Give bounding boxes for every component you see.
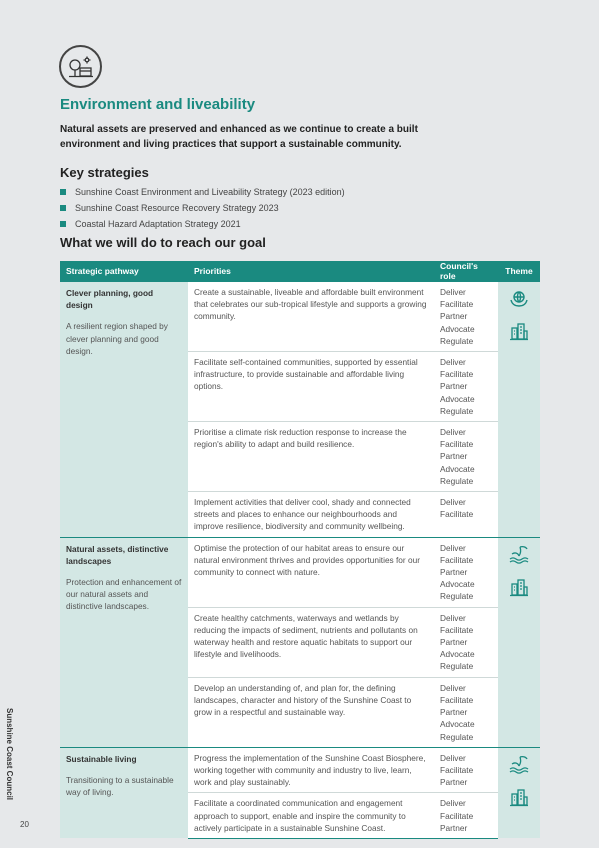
city-buildings-icon: [498, 787, 540, 810]
pathway-description: Protection and enhancement of our natural assets and distinctive landscapes.: [66, 577, 182, 612]
role-item: Facilitate: [440, 694, 474, 705]
role-item: Facilitate: [440, 509, 474, 520]
role-item: Deliver: [440, 612, 466, 623]
role-item: Facilitate: [440, 554, 474, 565]
role-item: Advocate: [440, 323, 475, 334]
page-title: Environment and liveability: [60, 96, 256, 113]
priority-cell: Optimise the protection of our habitat areas to ensure our natural environment thrives and provides opportunities for our community to connect with nature.: [188, 537, 434, 607]
intro-text: Natural assets are preserved and enhanced as we continue to create a built environment and living practices that support a sustainable community.: [60, 124, 418, 150]
role-item: Advocate: [440, 649, 475, 660]
bullet-icon: [60, 189, 66, 195]
table-row: [60, 537, 540, 607]
strategic-pathway-cell: [60, 537, 188, 747]
city-buildings-icon: [498, 321, 540, 344]
environment-liveability-icon: [59, 45, 102, 88]
role-item: Deliver: [440, 287, 466, 297]
role-item: Deliver: [440, 497, 466, 508]
role-item: Regulate: [440, 591, 474, 602]
side-label: Sunshine Coast Council: [5, 708, 14, 801]
role-item: Regulate: [440, 661, 474, 672]
list-item: Sunshine Coast Resource Recovery Strategy 2023: [60, 200, 345, 216]
pathway-description: Transitioning to a sustainable way of living.: [66, 774, 174, 798]
role-item: Facilitate: [440, 764, 474, 775]
pathway-description: A resilient region shaped by clever planning and good design.: [66, 321, 168, 356]
table-row: [60, 282, 540, 352]
pathway-name: Sustainable living: [66, 753, 137, 764]
role-item: Deliver: [440, 357, 466, 368]
council-role-cell: [434, 282, 498, 352]
role-item: Advocate: [440, 579, 475, 590]
strategic-pathway-cell: [60, 282, 188, 538]
list-item: Coastal Hazard Adaptation Strategy 2021: [60, 216, 345, 232]
role-item: Advocate: [440, 719, 475, 730]
pathway-name: Clever planning, good design: [66, 288, 154, 311]
key-strategies-list: [60, 184, 345, 232]
council-role-cell: [434, 677, 498, 747]
role-item: Advocate: [440, 463, 475, 474]
column-header: Council's role: [434, 261, 498, 282]
role-item: Regulate: [440, 335, 474, 346]
city-buildings-icon: [498, 577, 540, 600]
role-item: Partner: [440, 311, 468, 322]
priority-cell: Facilitate self-contained communities, supported by essential infrastructure, to provide sustainable and affordable living options.: [188, 352, 434, 422]
role-item: Facilitate: [440, 624, 474, 635]
priority-cell: Develop an understanding of, and plan for, the defining landscapes, character and history of the Sunshine Coast to grow in a respectful and sustainable way.: [188, 677, 434, 747]
priority-cell: Implement activities that deliver cool, shady and connected streets and places to enhance our neighbourhoods and improve resilience, biodiversity and community wellbeing.: [188, 492, 434, 538]
role-item: Deliver: [440, 542, 466, 553]
priority-cell: Facilitate a coordinated communication and engagement approach to support, enable and inspire the community to actively participate in a sustainable Sunshine Coast.: [188, 793, 434, 839]
role-item: Regulate: [440, 475, 474, 486]
strategic-pathway-cell: [60, 747, 188, 838]
priority-cell: Create healthy catchments, waterways and wetlands by reducing the impacts of sediment, nutrients and pollutants on waterway health and restore aquatic habitats to support our lifestyle and livelihoods.: [188, 607, 434, 677]
role-item: Facilitate: [440, 299, 474, 310]
pathway-name: Natural assets, distinctive landscapes: [66, 543, 169, 566]
priority-cell: Progress the implementation of the Sunshine Coast Biosphere, working together with community and industry to live, learn, work and play sustainably.: [188, 747, 434, 793]
column-header: Priorities: [188, 261, 434, 282]
council-role-cell: [434, 492, 498, 538]
council-role-cell: [434, 747, 498, 793]
theme-cell: [498, 282, 540, 538]
goal-heading: What we will do to reach our goal: [60, 235, 266, 250]
page-number: 20: [20, 820, 29, 829]
list-item: Sunshine Coast Environment and Liveability Strategy (2023 edition): [60, 184, 345, 200]
theme-cell: [498, 537, 540, 747]
column-header: Theme: [498, 261, 540, 282]
role-item: Advocate: [440, 393, 475, 404]
role-item: Deliver: [440, 682, 466, 693]
role-item: Partner: [440, 567, 468, 578]
council-role-cell: [434, 793, 498, 839]
council-role-cell: [434, 352, 498, 422]
theme-cell: [498, 747, 540, 838]
role-item: Partner: [440, 451, 468, 462]
council-role-cell: [434, 537, 498, 607]
role-item: Partner: [440, 822, 468, 833]
role-item: Partner: [440, 381, 468, 392]
role-item: Partner: [440, 777, 468, 788]
bullet-icon: [60, 221, 66, 227]
strategy-table: [60, 261, 540, 839]
role-item: Deliver: [440, 752, 466, 763]
priority-cell: Create a sustainable, liveable and affordable built environment that celebrates our sub-tropical lifestyle and supports a growing community.: [188, 282, 434, 352]
council-role-cell: [434, 422, 498, 492]
council-role-cell: [434, 607, 498, 677]
column-header: Strategic pathway: [60, 261, 188, 282]
table-row: [60, 747, 540, 793]
globe-hands-icon: [498, 288, 540, 311]
role-item: Deliver: [440, 798, 466, 809]
role-item: Facilitate: [440, 439, 474, 450]
priority-cell: Prioritise a climate risk reduction response to increase the region's ability to adapt and build resilience.: [188, 422, 434, 492]
beach-wave-icon: [498, 754, 540, 777]
role-item: Regulate: [440, 731, 474, 742]
bullet-icon: [60, 205, 66, 211]
role-item: Deliver: [440, 427, 466, 438]
role-item: Partner: [440, 707, 468, 718]
table-header-row: [60, 261, 540, 282]
role-item: Facilitate: [440, 369, 474, 380]
role-item: Partner: [440, 637, 468, 648]
role-item: Regulate: [440, 405, 474, 416]
role-item: Facilitate: [440, 810, 474, 821]
beach-wave-icon: [498, 544, 540, 567]
key-strategies-heading: Key strategies: [60, 165, 149, 180]
